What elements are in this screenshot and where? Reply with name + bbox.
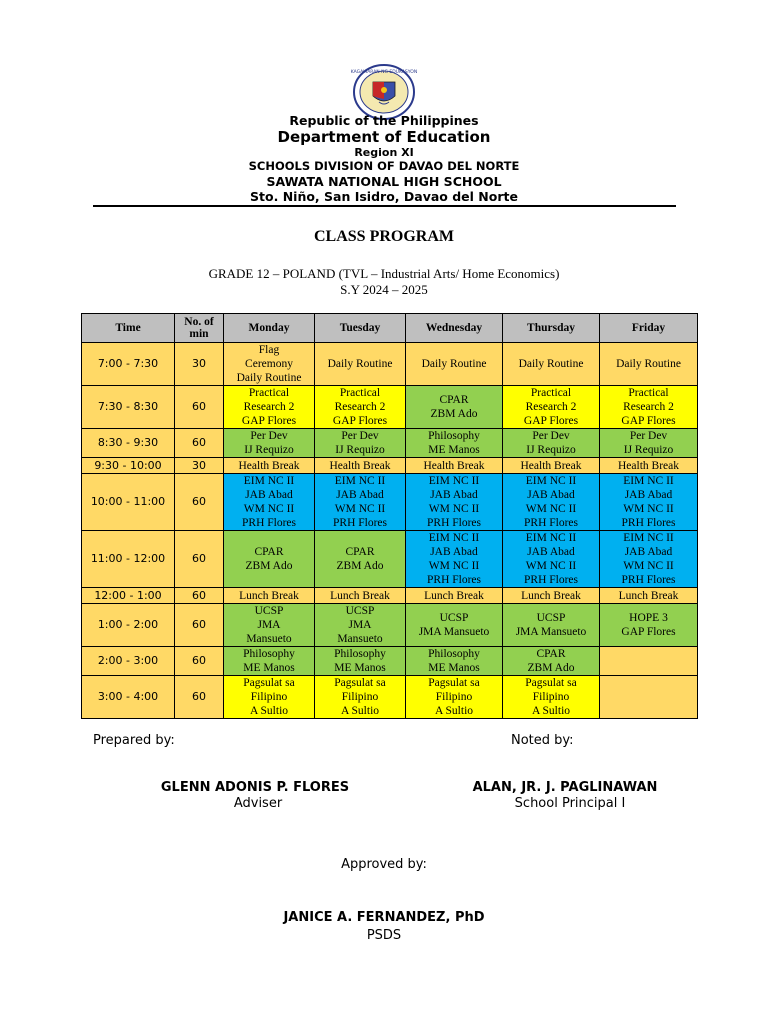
division-heading: SCHOOLS DIVISION OF DAVAO DEL NORTE — [248, 159, 520, 173]
schedule-cell-line: PRH Flores — [427, 517, 481, 529]
region-heading: Region XI — [354, 146, 414, 159]
schedule-cell — [600, 604, 698, 647]
schedule-cell-line: JAB Abad — [624, 546, 673, 558]
schedule-cell-line: EIM NC II — [428, 475, 480, 487]
schedule-cell-line: EIM NC II — [334, 475, 386, 487]
schedule-cell-line: WM NC II — [334, 503, 386, 515]
schedule-cell — [406, 588, 503, 604]
schedule-cell — [503, 647, 600, 676]
schedule-cell-line: Per Dev — [532, 430, 570, 442]
schedule-cell — [600, 588, 698, 604]
schedule-cell-line: Practical — [339, 387, 381, 399]
schedule-cell — [406, 531, 503, 588]
schedule-cell — [503, 531, 600, 588]
column-header: Thursday — [503, 314, 600, 343]
time-cell: 7:00 - 7:30 — [82, 343, 175, 386]
schedule-cell-line: CPAR — [345, 546, 375, 558]
schedule-cell-line: IJ Requizo — [244, 444, 294, 456]
republic-heading: Republic of the Philippines — [289, 113, 479, 128]
schedule-cell-line: Health Break — [238, 459, 300, 472]
schedule-cell-line: Lunch Break — [239, 589, 299, 602]
schedule-cell — [315, 458, 406, 474]
psds-title: PSDS — [366, 928, 402, 943]
schedule-cell-line: CPAR — [439, 394, 469, 406]
schedule-cell-line: UCSP — [345, 605, 375, 617]
schedule-cell-line: JMA Mansueto — [515, 626, 587, 638]
table-row — [82, 343, 698, 386]
table-row — [82, 647, 698, 676]
schedule-cell-line: ZBM Ado — [527, 662, 575, 674]
schedule-cell-line: Research 2 — [525, 401, 577, 413]
minutes-cell: 60 — [175, 647, 224, 676]
schedule-cell — [224, 343, 315, 386]
column-header: Monday — [224, 314, 315, 343]
schedule-cell — [503, 588, 600, 604]
schedule-cell-line: JAB Abad — [527, 489, 575, 501]
schedule-cell — [406, 386, 503, 429]
schedule-cell-line: Research 2 — [623, 401, 674, 413]
schedule-cell-line: JAB Abad — [430, 489, 478, 501]
schedule-cell-line: EIM NC II — [428, 532, 480, 544]
schedule-cell-line: Pagsulat sa — [243, 677, 295, 689]
schedule-cell — [406, 458, 503, 474]
minutes-cell: 60 — [175, 474, 224, 531]
minutes-cell: 60 — [175, 588, 224, 604]
schedule-cell-line: ME Manos — [243, 662, 295, 674]
time-cell: 9:30 - 10:00 — [82, 458, 175, 474]
schedule-cell-line: ZBM Ado — [245, 560, 293, 572]
adviser-title: Adviser — [233, 796, 283, 811]
table-row — [82, 531, 698, 588]
schedule-cell — [406, 343, 503, 386]
schedule-cell-line: JAB Abad — [527, 546, 575, 558]
column-header: Tuesday — [315, 314, 406, 343]
schedule-cell-line: JAB Abad — [336, 489, 384, 501]
schedule-cell — [503, 386, 600, 429]
schedule-cell — [224, 604, 315, 647]
schedule-cell-line: Lunch Break — [330, 589, 390, 602]
schedule-cell-line: GAP Flores — [241, 415, 297, 427]
schedule-cell — [600, 474, 698, 531]
schedule-cell — [315, 647, 406, 676]
schedule-cell-line: ME Manos — [334, 662, 386, 674]
schedule-cell-line: GAP Flores — [523, 415, 579, 427]
schedule-cell-line: GAP Flores — [621, 415, 676, 427]
schedule-cell-line: JAB Abad — [245, 489, 293, 501]
schedule-cell-line: Practical — [530, 387, 572, 399]
schedule-cell-line: ME Manos — [428, 444, 480, 456]
school-heading: SAWATA NATIONAL HIGH SCHOOL — [266, 174, 502, 189]
schedule-cell-line: JMA — [257, 619, 281, 631]
schedule-cell — [406, 647, 503, 676]
schedule-cell-line: Filipino — [435, 691, 473, 703]
table-header-row — [82, 314, 698, 343]
time-cell: 10:00 - 11:00 — [82, 474, 175, 531]
schedule-cell — [503, 604, 600, 647]
schedule-cell — [315, 588, 406, 604]
schedule-cell-line: Lunch Break — [521, 589, 581, 602]
column-header: Friday — [600, 314, 698, 343]
schedule-cell — [503, 676, 600, 719]
schedule-cell-line: Health Break — [618, 459, 679, 472]
schedule-cell-line: A Sultio — [434, 705, 474, 717]
schedule-cell-line: Pagsulat sa — [525, 677, 577, 689]
schedule-cell-line: PRH Flores — [427, 574, 481, 586]
schedule-cell — [315, 676, 406, 719]
table-row — [82, 676, 698, 719]
time-cell: 1:00 - 2:00 — [82, 604, 175, 647]
schedule-cell-line: PRH Flores — [524, 517, 578, 529]
schedule-cell-line: EIM NC II — [525, 475, 577, 487]
schedule-cell-line: Lunch Break — [424, 589, 484, 602]
schedule-cell-line: Health Break — [423, 459, 485, 472]
schedule-cell-line: Philosophy — [334, 648, 386, 660]
schedule-cell-line: CPAR — [254, 546, 284, 558]
schedule-cell-line: UCSP — [254, 605, 284, 617]
schedule-cell — [406, 676, 503, 719]
schedule-cell — [503, 429, 600, 458]
schedule-cell-line: Filipino — [341, 691, 379, 703]
noted-by-label: Noted by: — [511, 733, 574, 748]
schedule-cell-line: EIM NC II — [623, 475, 674, 487]
column-header: Wednesday — [406, 314, 503, 343]
minutes-cell: 60 — [175, 531, 224, 588]
schedule-cell-line: Pagsulat sa — [334, 677, 386, 689]
schedule-cell-line: EIM NC II — [623, 532, 674, 544]
schedule-cell — [600, 386, 698, 429]
adviser-name: GLENN ADONIS P. FLORES — [160, 780, 350, 795]
schedule-cell-line: Practical — [248, 387, 290, 399]
schedule-cell — [406, 604, 503, 647]
table-row — [82, 429, 698, 458]
class-schedule-table — [81, 313, 698, 719]
schedule-cell — [315, 531, 406, 588]
schedule-cell — [600, 458, 698, 474]
schedule-cell-line: Daily Routine — [616, 358, 681, 370]
schedule-cell — [315, 429, 406, 458]
schedule-cell-line: WM NC II — [428, 503, 480, 515]
school-year-subtitle: S.Y 2024 – 2025 — [340, 282, 428, 297]
schedule-cell — [224, 531, 315, 588]
psds-name: JANICE A. FERNANDEZ, PhD — [283, 910, 485, 925]
schedule-cell-line: ZBM Ado — [336, 560, 384, 572]
column-header: Time — [82, 314, 175, 343]
schedule-cell-line: A Sultio — [249, 705, 289, 717]
schedule-cell-line: JMA — [348, 619, 372, 631]
table-row — [82, 588, 698, 604]
schedule-cell-line: WM NC II — [243, 503, 295, 515]
schedule-cell-line: Daily Routine — [421, 358, 487, 370]
schedule-cell-line: Per Dev — [341, 430, 379, 442]
schedule-cell-line: Per Dev — [629, 430, 668, 442]
minutes-cell: 30 — [175, 458, 224, 474]
schedule-cell-line: Daily Routine — [518, 358, 584, 370]
grade-section-subtitle: GRADE 12 – POLAND (TVL – Industrial Arts/ Home Economics) — [208, 266, 560, 281]
schedule-cell — [224, 647, 315, 676]
schedule-cell-line: Research 2 — [334, 401, 386, 413]
schedule-cell — [600, 647, 698, 676]
schedule-cell-line: JMA Mansueto — [418, 626, 490, 638]
schedule-cell-line: Research 2 — [243, 401, 295, 413]
schedule-cell-line: ZBM Ado — [430, 408, 478, 420]
time-cell: 3:00 - 4:00 — [82, 676, 175, 719]
minutes-cell: 60 — [175, 676, 224, 719]
schedule-cell-line: Pagsulat sa — [428, 677, 480, 689]
schedule-cell-line: Ceremony — [245, 358, 293, 370]
schedule-cell — [224, 474, 315, 531]
schedule-cell-line: WM NC II — [525, 560, 577, 572]
schedule-cell — [224, 588, 315, 604]
approved-by-label: Approved by: — [341, 857, 427, 872]
schedule-cell — [224, 458, 315, 474]
schedule-cell-line: WM NC II — [623, 503, 674, 515]
schedule-cell-line: Filipino — [532, 691, 570, 703]
schedule-cell — [503, 343, 600, 386]
schedule-cell-line: A Sultio — [531, 705, 571, 717]
table-row — [82, 474, 698, 531]
schedule-cell-line: IJ Requizo — [526, 444, 576, 456]
schedule-cell-line: PRH Flores — [621, 517, 676, 529]
schedule-cell-line: Philosophy — [428, 648, 480, 660]
schedule-cell — [406, 429, 503, 458]
schedule-cell-line: WM NC II — [428, 560, 480, 572]
schedule-cell — [315, 343, 406, 386]
schedule-cell-line: Flag — [258, 344, 280, 356]
schedule-cell-line: Filipino — [250, 691, 288, 703]
schedule-cell-line: JAB Abad — [624, 489, 673, 501]
schedule-cell-line: A Sultio — [340, 705, 380, 717]
schedule-cell-line: Daily Routine — [236, 372, 302, 384]
column-header: No. of min — [175, 314, 224, 343]
schedule-cell — [600, 429, 698, 458]
schedule-cell-line: JAB Abad — [430, 546, 478, 558]
schedule-cell-line: Practical — [628, 387, 669, 399]
minutes-cell: 60 — [175, 429, 224, 458]
schedule-cell — [600, 676, 698, 719]
schedule-cell — [503, 458, 600, 474]
schedule-cell-line: PRH Flores — [524, 574, 578, 586]
schedule-cell-line: Philosophy — [243, 648, 295, 660]
schedule-cell — [315, 386, 406, 429]
department-heading: Department of Education — [277, 128, 491, 146]
schedule-cell — [315, 604, 406, 647]
schedule-cell-line: Mansueto — [246, 633, 292, 645]
schedule-cell-line: HOPE 3 — [629, 612, 668, 624]
schedule-cell-line: ME Manos — [428, 662, 480, 674]
schedule-cell-line: EIM NC II — [525, 532, 577, 544]
schedule-cell-line: UCSP — [439, 612, 469, 624]
deped-seal-logo — [349, 64, 419, 120]
schedule-cell — [224, 429, 315, 458]
schedule-cell-line: GAP Flores — [621, 626, 676, 638]
schedule-cell-line: IJ Requizo — [623, 444, 674, 456]
time-cell: 2:00 - 3:00 — [82, 647, 175, 676]
schedule-cell — [503, 474, 600, 531]
time-cell: 11:00 - 12:00 — [82, 531, 175, 588]
schedule-cell-line: Health Break — [520, 459, 582, 472]
schedule-cell — [224, 386, 315, 429]
minutes-cell: 60 — [175, 386, 224, 429]
schedule-cell-line: Philosophy — [428, 430, 480, 442]
principal-title: School Principal I — [514, 796, 626, 811]
schedule-cell-line: Lunch Break — [618, 589, 679, 602]
schedule-cell-line: Per Dev — [250, 430, 288, 442]
schedule-cell-line: Health Break — [329, 459, 391, 472]
table-row — [82, 386, 698, 429]
schedule-cell-line: PRH Flores — [621, 574, 676, 586]
school-address: Sto. Niño, San Isidro, Davao del Norte — [250, 189, 518, 204]
svg-text:KAGAWARAN NG EDUKASYON: KAGAWARAN NG EDUKASYON — [350, 70, 418, 75]
prepared-by-label: Prepared by: — [93, 733, 175, 748]
schedule-cell-line: GAP Flores — [332, 415, 388, 427]
page-title: CLASS PROGRAM — [313, 228, 454, 245]
principal-name: ALAN, JR. J. PAGLINAWAN — [472, 780, 658, 795]
table-row — [82, 604, 698, 647]
schedule-cell-line: PRH Flores — [333, 517, 387, 529]
schedule-cell-line: Daily Routine — [327, 358, 393, 370]
schedule-cell — [406, 474, 503, 531]
schedule-cell — [600, 531, 698, 588]
schedule-cell-line: CPAR — [536, 648, 566, 660]
schedule-cell-line: IJ Requizo — [335, 444, 385, 456]
schedule-cell-line: EIM NC II — [243, 475, 295, 487]
minutes-cell: 30 — [175, 343, 224, 386]
schedule-cell — [315, 474, 406, 531]
schedule-cell — [600, 343, 698, 386]
schedule-cell-line: WM NC II — [623, 560, 674, 572]
table-row — [82, 458, 698, 474]
minutes-cell: 60 — [175, 604, 224, 647]
schedule-cell-line: UCSP — [536, 612, 566, 624]
schedule-cell-line: PRH Flores — [242, 517, 296, 529]
schedule-cell — [224, 676, 315, 719]
header-divider — [93, 205, 676, 207]
time-cell: 7:30 - 8:30 — [82, 386, 175, 429]
schedule-cell-line: Mansueto — [337, 633, 383, 645]
time-cell: 12:00 - 1:00 — [82, 588, 175, 604]
time-cell: 8:30 - 9:30 — [82, 429, 175, 458]
schedule-cell-line: WM NC II — [525, 503, 577, 515]
